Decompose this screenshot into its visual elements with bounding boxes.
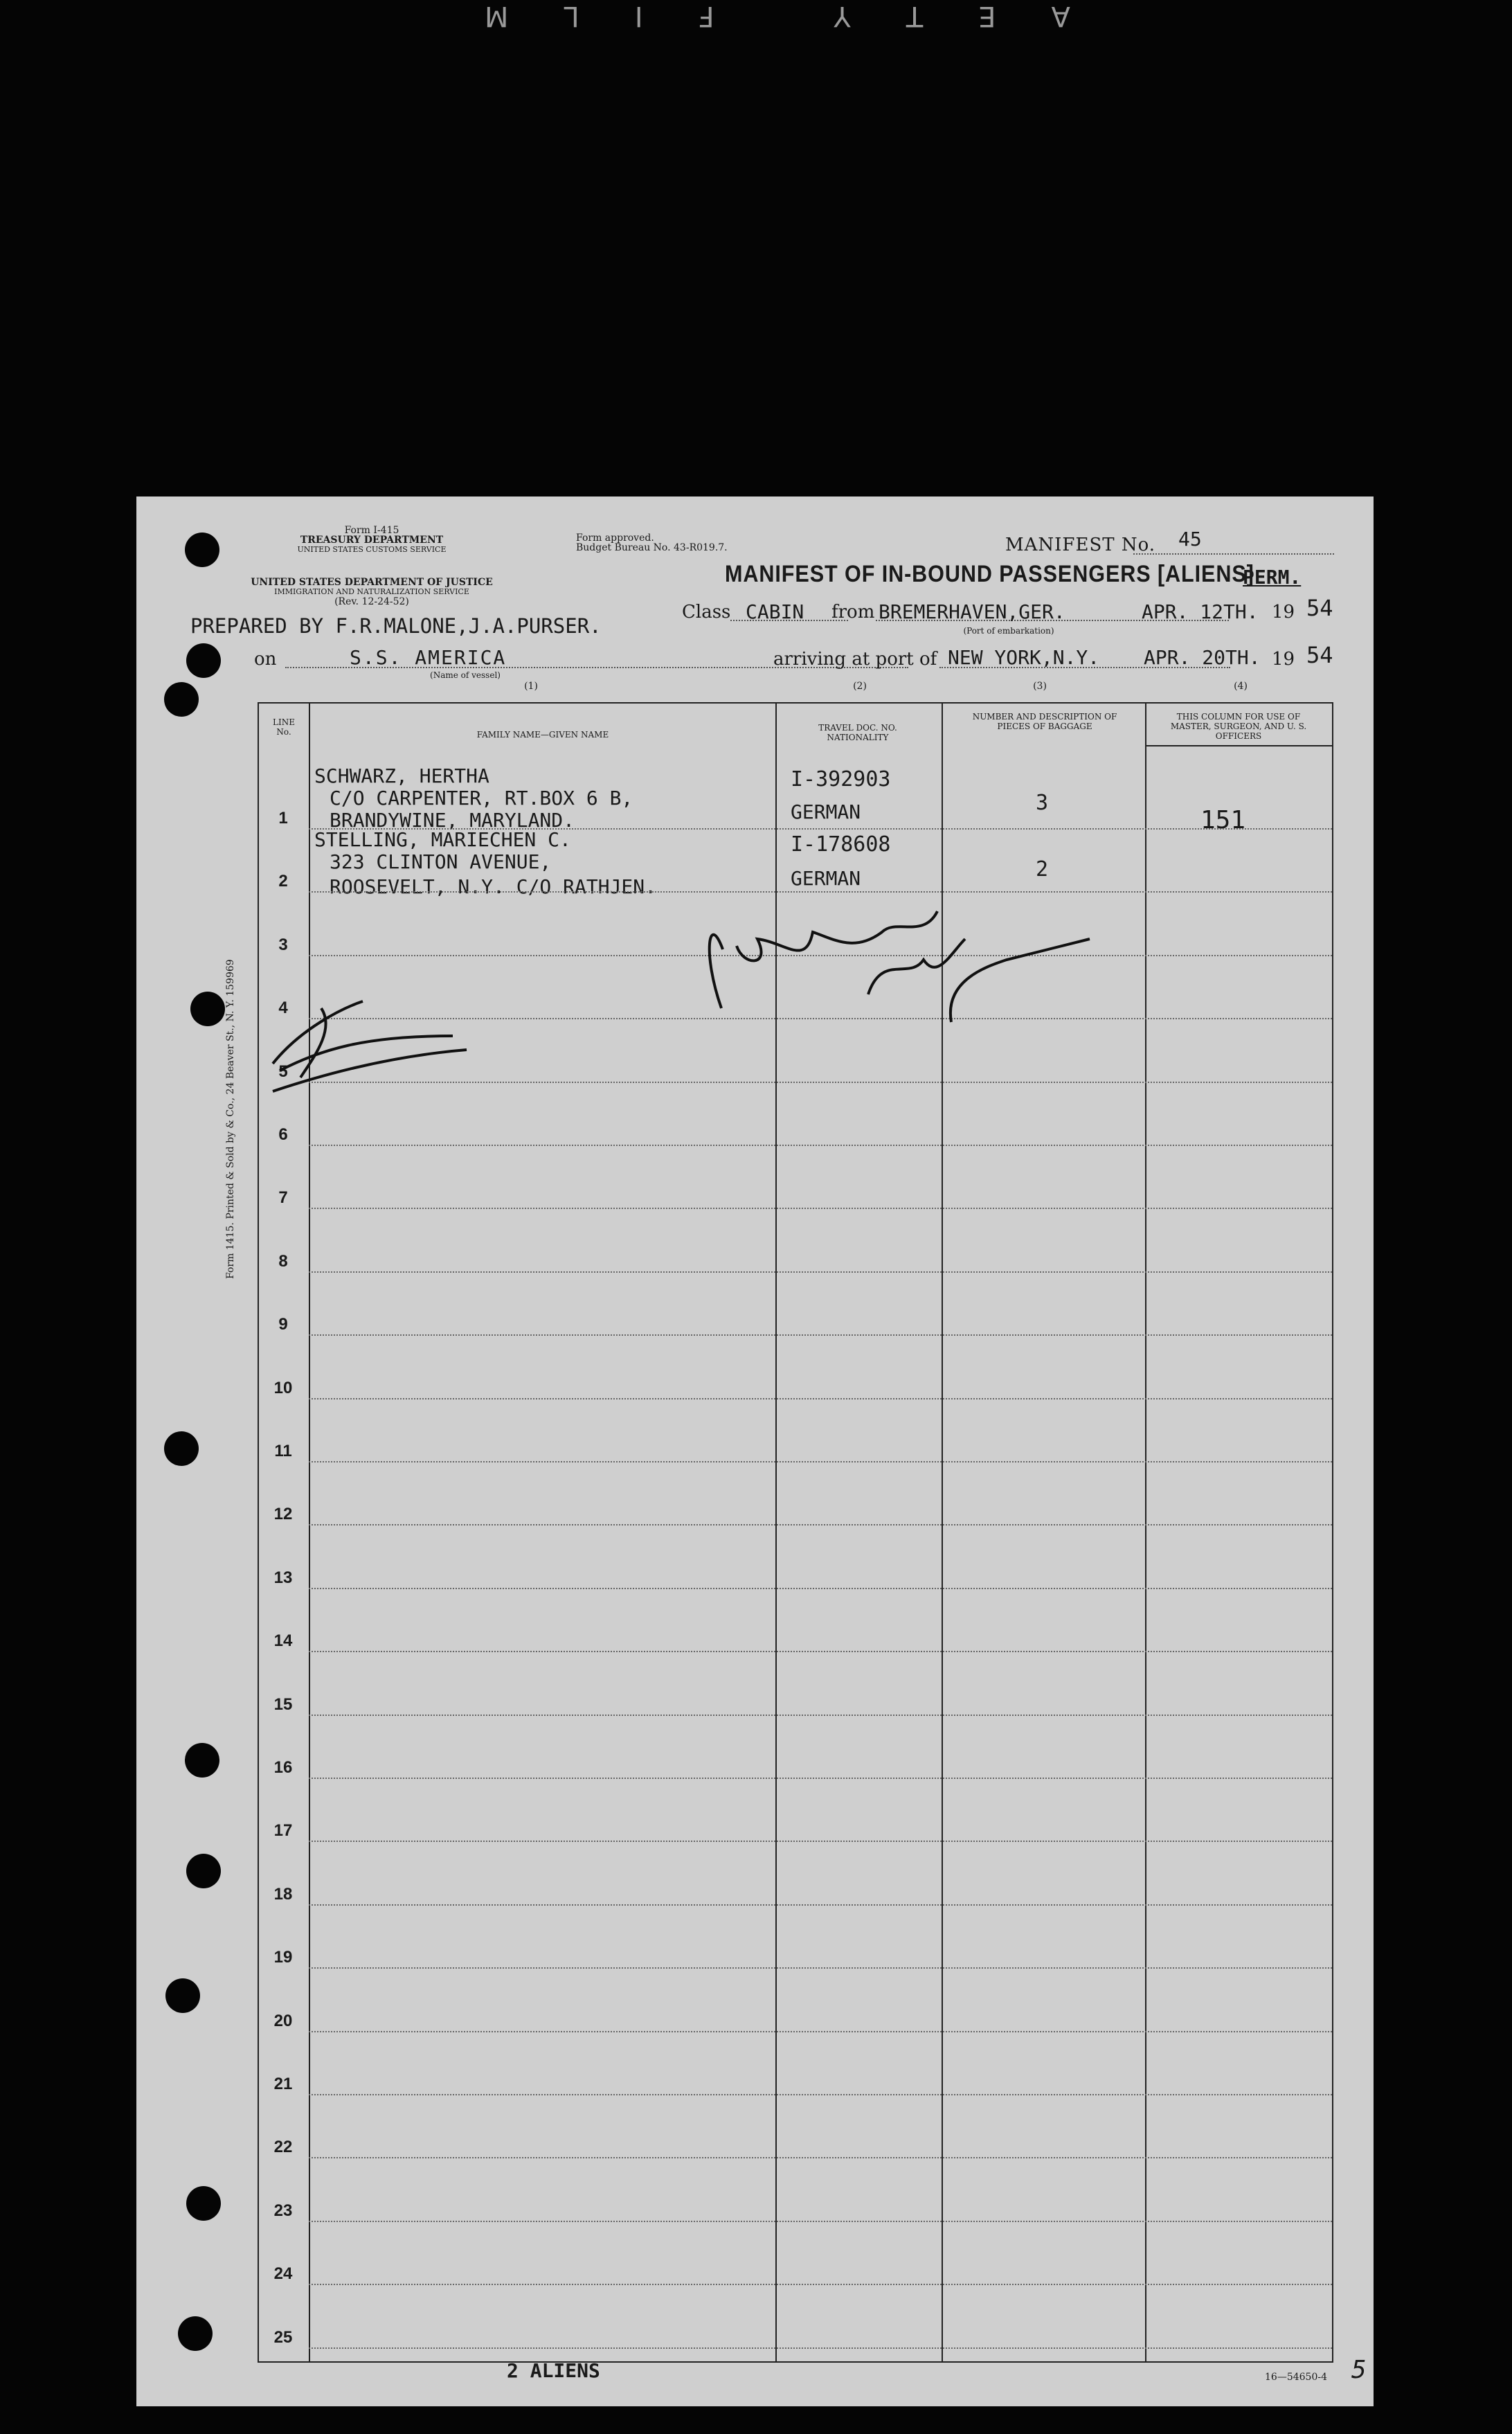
arriving-label: arriving at port of [773,649,937,670]
punch-hole [186,2186,221,2221]
row-number: 22 [273,2138,293,2157]
vessel-caption: (Name of vessel) [430,670,501,680]
row-number: 18 [273,1884,293,1904]
on-label: on [254,649,277,670]
row-number: 17 [273,1821,293,1841]
entry-1-baggage: 3 [1036,791,1049,815]
entry-1-doc: I-392903 [791,767,891,791]
budget-bureau: Budget Bureau No. 43-R019.7. [576,542,728,553]
manifest-dots [1133,553,1334,555]
row-number: 16 [273,1758,293,1777]
year-prefix-1: 19 [1272,602,1295,623]
manifest-number: 45 [1178,528,1202,551]
entry-2-nationality: GERMAN [791,867,861,890]
film-header-text: AETY FILM [429,0,1070,32]
entry-1-address-1: C/O CARPENTER, RT.BOX 6 B, [330,787,633,809]
class-value: CABIN [746,600,804,623]
header-family-name: FAMILY NAME—GIVEN NAME [476,730,609,740]
ins-service: IMMIGRATION AND NATURALIZATION SERVICE [274,587,469,596]
row-number: 3 [278,935,288,954]
row-number: 25 [273,2327,293,2347]
printer-imprint: Form 1415. Printed & Sold by & Co., 24 Beaver St., N. Y. 159969 [225,959,236,1279]
vessel-name: S.S. AMERICA [350,646,507,669]
year-prefix-2: 19 [1272,649,1295,670]
entry-2-address-1: 323 CLINTON AVENUE, [330,850,552,873]
row-number: 23 [273,2201,293,2220]
row-number: 19 [273,1948,293,1967]
column-3-number: (3) [1033,681,1047,692]
entry-2-doc: I-178608 [791,832,891,857]
handwritten-signature [259,704,1332,2361]
entry-1-officer-note: 151 [1200,806,1246,834]
from-date: APR. 12TH. [1142,600,1259,623]
row-number: 20 [273,2011,293,2030]
header-officers: THIS COLUMN FOR USE OF MASTER, SURGEON, AND U. S. OFFICERS [1170,712,1307,741]
row-number: 21 [273,2075,293,2093]
column-2-number: (2) [853,681,867,692]
manifest-title: MANIFEST OF IN-BOUND PASSENGERS [ALIENS] [725,561,1254,587]
column-1-number: (1) [524,681,538,692]
row-number: 5 [278,1062,288,1081]
prepared-by: PREPARED BY F.R.MALONE,J.A.PURSER. [190,614,602,638]
row-number: 6 [278,1125,288,1144]
entry-2-name: STELLING, MARIECHEN C. [314,828,571,851]
justice-dept: UNITED STATES DEPARTMENT OF JUSTICE [251,577,493,588]
treasury-dept: TREASURY DEPARTMENT [300,535,444,546]
header-baggage: NUMBER AND DESCRIPTION OF PIECES OF BAGGAGE [972,712,1117,731]
row-number: 8 [278,1251,288,1271]
punch-hole [178,2316,213,2351]
header-line-no: LINE No. [273,717,295,737]
entry-1-name: SCHWARZ, HERTHA [314,764,489,787]
punch-hole [164,682,199,717]
aliens-total: 2 ALIENS [507,2359,600,2382]
punch-hole [164,1431,199,1466]
row-number: 15 [273,1694,293,1714]
row-number: 11 [274,1442,292,1460]
cross-out-stroke [273,1001,467,1091]
year-1: 54 [1306,595,1333,621]
page-mark: 5 [1351,2356,1367,2384]
passenger-table [258,702,1333,2363]
signature-stroke [710,911,1090,1022]
row-number: 7 [278,1188,288,1208]
row-number: 12 [273,1505,293,1524]
manifest-label: MANIFEST No. [1005,535,1156,555]
entry-2-address-2: ROOSEVELT, N.Y. C/O RATHJEN. [330,875,657,898]
form-number: Form I-415 [344,525,399,536]
manifest-page [136,496,1374,2406]
year-2: 54 [1306,642,1333,668]
row-number: 10 [273,1378,293,1397]
row-number: 1 [278,809,288,827]
punch-hole [186,643,221,678]
row-number: 24 [273,2264,293,2284]
from-label: from [831,602,875,623]
film-header [429,0,1512,42]
row-number: 13 [273,1568,293,1587]
punch-hole [185,1743,219,1778]
entry-1-nationality: GERMAN [791,800,861,823]
from-value: BREMERHAVEN,GER. [879,600,1065,623]
row-number: 9 [278,1315,288,1334]
punch-hole [190,992,225,1026]
entry-1-address-2: BRANDYWINE, MARYLAND. [330,809,575,832]
revision: (Rev. 12-24-52) [334,596,409,607]
punch-hole [186,1854,221,1888]
punch-hole [185,533,219,567]
arrival-date: APR. 20TH. [1144,646,1261,669]
perm-label: PERM. [1243,566,1302,589]
punch-hole [165,1978,200,2013]
arriving-port: NEW YORK,N.Y. [948,646,1100,669]
entry-2-baggage: 2 [1036,857,1049,882]
customs-service: UNITED STATES CUSTOMS SERVICE [297,545,447,554]
port-embarkation-caption: (Port of embarkation) [963,626,1054,636]
row-number: 4 [278,999,288,1018]
header-travel-doc: TRAVEL DOC. NO. NATIONALITY [818,723,897,742]
class-label: Class [682,602,731,623]
form-print-code: 16—54650-4 [1265,2372,1327,2383]
column-4-number: (4) [1234,681,1248,692]
row-number: 14 [273,1631,293,1651]
row-number: 2 [278,872,288,891]
form-approved: Form approved. [576,533,654,544]
